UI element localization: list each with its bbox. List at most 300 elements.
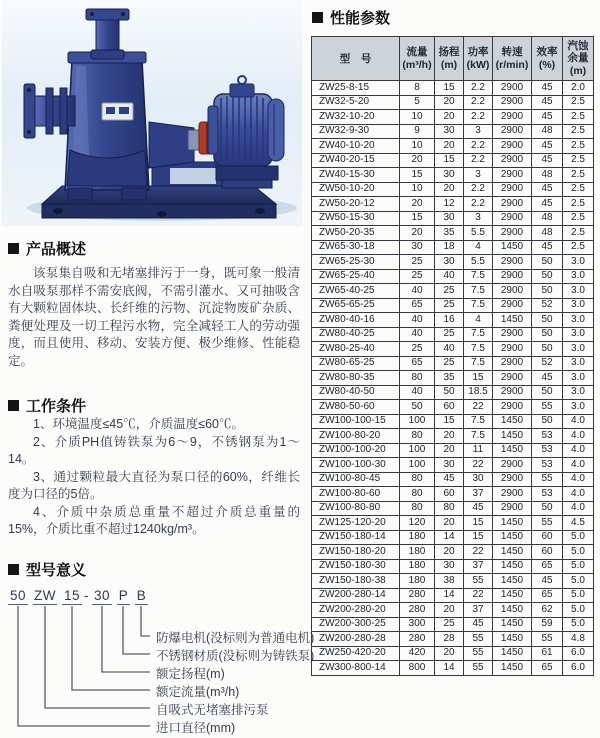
model-cell: ZW80-80-35 bbox=[312, 371, 400, 386]
model-cell: ZW200-280-20 bbox=[312, 603, 400, 618]
table-cell: 48 bbox=[532, 226, 563, 241]
table-cell: 5.0 bbox=[563, 574, 594, 589]
table-cell: 40 bbox=[400, 284, 435, 299]
table-row bbox=[312, 458, 594, 473]
table-cell: 280 bbox=[400, 588, 435, 603]
column-header: 型 号 bbox=[312, 37, 400, 81]
table-cell: 2900 bbox=[493, 182, 532, 197]
table-cell: 37 bbox=[464, 603, 493, 618]
table-cell: 4.0 bbox=[563, 443, 594, 458]
table-cell: 25 bbox=[400, 342, 435, 357]
table-cell: 2900 bbox=[493, 284, 532, 299]
model-meaning-label: 不锈钢材质(没标则为铸铁泵) bbox=[156, 648, 315, 663]
table-cell: 4.0 bbox=[563, 414, 594, 429]
table-cell: 14 bbox=[435, 530, 464, 545]
table-cell: 2.5 bbox=[563, 240, 594, 255]
table-cell: 2.5 bbox=[563, 95, 594, 110]
table-cell: 48 bbox=[532, 211, 563, 226]
table-cell: 20 bbox=[400, 226, 435, 241]
table-cell: 80 bbox=[400, 487, 435, 502]
table-cell: 35 bbox=[435, 226, 464, 241]
table-cell: 12 bbox=[435, 197, 464, 212]
table-cell: 2900 bbox=[493, 197, 532, 212]
table-row bbox=[312, 226, 594, 241]
table-cell: 5.0 bbox=[563, 603, 594, 618]
table-cell: 280 bbox=[400, 603, 435, 618]
table-cell: 45 bbox=[532, 81, 563, 96]
table-cell: 62 bbox=[532, 603, 563, 618]
table-cell: 30 bbox=[435, 168, 464, 183]
table-cell: 2.5 bbox=[563, 139, 594, 154]
table-cell: 180 bbox=[400, 530, 435, 545]
performance-table-body bbox=[312, 81, 594, 676]
model-cell: ZW300-800-14 bbox=[312, 661, 400, 676]
table-cell: 40 bbox=[400, 385, 435, 400]
table-cell: 25 bbox=[400, 255, 435, 270]
table-cell: 65 bbox=[532, 588, 563, 603]
table-cell: 1450 bbox=[493, 313, 532, 328]
table-cell: 25 bbox=[435, 617, 464, 632]
table-cell: 2900 bbox=[493, 487, 532, 502]
model-meaning-label: 防爆电机(没标则为普通电机) bbox=[156, 630, 315, 645]
table-cell: 1450 bbox=[493, 646, 532, 661]
model-meaning-title: 型号意义 bbox=[26, 561, 87, 579]
table-cell: 15 bbox=[464, 371, 493, 386]
model-code-token: P bbox=[118, 587, 129, 603]
table-cell: 50 bbox=[435, 385, 464, 400]
condition-item: 2、介质PH值铸铁泵为6～9，不锈钢泵为1～14。 bbox=[8, 434, 300, 466]
table-cell: 2900 bbox=[493, 400, 532, 415]
table-cell: 53 bbox=[532, 458, 563, 473]
table-cell: 60 bbox=[435, 400, 464, 415]
table-cell: 55 bbox=[532, 516, 563, 531]
table-cell: 25 bbox=[435, 356, 464, 371]
model-cell: ZW25-8-15 bbox=[312, 81, 400, 96]
table-cell: 20 bbox=[400, 153, 435, 168]
table-cell: 7.5 bbox=[464, 298, 493, 313]
table-cell: 800 bbox=[400, 661, 435, 676]
table-cell: 2.2 bbox=[464, 139, 493, 154]
section-title-overview bbox=[8, 238, 306, 259]
table-cell: 55 bbox=[464, 574, 493, 589]
table-cell: 2.2 bbox=[464, 110, 493, 125]
table-cell: 45 bbox=[532, 139, 563, 154]
table-cell: 1450 bbox=[493, 429, 532, 444]
table-cell: 52 bbox=[532, 298, 563, 313]
table-cell: 2.5 bbox=[563, 153, 594, 168]
table-cell: 2.2 bbox=[464, 81, 493, 96]
table-cell: 22 bbox=[464, 400, 493, 415]
column-header: 功率 (kW) bbox=[464, 37, 493, 81]
table-cell: 4.0 bbox=[563, 472, 594, 487]
table-cell: 25 bbox=[400, 269, 435, 284]
table-cell: 22 bbox=[464, 588, 493, 603]
table-cell: 55 bbox=[532, 632, 563, 647]
table-cell: 65 bbox=[400, 298, 435, 313]
table-cell: 30 bbox=[464, 472, 493, 487]
table-cell: 2900 bbox=[493, 356, 532, 371]
table-row bbox=[312, 211, 594, 226]
table-cell: 59 bbox=[532, 617, 563, 632]
table-cell: 180 bbox=[400, 574, 435, 589]
table-cell: 2.0 bbox=[563, 81, 594, 96]
table-cell: 15 bbox=[435, 153, 464, 168]
table-cell: 65 bbox=[532, 559, 563, 574]
table-cell: 2.5 bbox=[563, 124, 594, 139]
table-cell: 45 bbox=[532, 240, 563, 255]
table-row bbox=[312, 472, 594, 487]
table-cell: 10 bbox=[400, 110, 435, 125]
table-cell: 45 bbox=[532, 182, 563, 197]
table-cell: 2.2 bbox=[464, 182, 493, 197]
section-title-conditions bbox=[8, 395, 306, 416]
model-cell: ZW80-40-50 bbox=[312, 385, 400, 400]
table-cell: 9 bbox=[400, 124, 435, 139]
table-cell: 30 bbox=[435, 255, 464, 270]
model-meaning-label: 额定扬程(m) bbox=[156, 666, 225, 681]
table-cell: 7.5 bbox=[464, 327, 493, 342]
model-cell: ZW40-20-15 bbox=[312, 153, 400, 168]
table-cell: 80 bbox=[400, 501, 435, 516]
table-cell: 7.5 bbox=[464, 414, 493, 429]
table-cell: 2900 bbox=[493, 139, 532, 154]
table-cell: 20 bbox=[435, 603, 464, 618]
table-cell: 4 bbox=[464, 313, 493, 328]
table-cell: 100 bbox=[400, 458, 435, 473]
table-cell: 37 bbox=[464, 487, 493, 502]
table-cell: 2900 bbox=[493, 342, 532, 357]
table-row bbox=[312, 429, 594, 444]
table-cell: 45 bbox=[532, 153, 563, 168]
table-cell: 45 bbox=[464, 617, 493, 632]
table-cell: 20 bbox=[435, 443, 464, 458]
table-cell: 5.0 bbox=[563, 530, 594, 545]
table-cell: 2.2 bbox=[464, 197, 493, 212]
table-cell: 2.5 bbox=[563, 168, 594, 183]
table-cell: 2900 bbox=[493, 226, 532, 241]
table-cell: 50 bbox=[532, 269, 563, 284]
table-row bbox=[312, 385, 594, 400]
table-row bbox=[312, 110, 594, 125]
table-cell: 2.5 bbox=[563, 211, 594, 226]
table-cell: 2900 bbox=[493, 298, 532, 313]
table-cell: 45 bbox=[435, 472, 464, 487]
model-code-token: 50 bbox=[9, 587, 27, 603]
table-cell: 15 bbox=[435, 81, 464, 96]
model-cell: ZW80-50-60 bbox=[312, 400, 400, 415]
table-cell: 1450 bbox=[493, 559, 532, 574]
table-cell: 50 bbox=[532, 313, 563, 328]
table-cell: 20 bbox=[435, 429, 464, 444]
table-cell: 53 bbox=[532, 487, 563, 502]
table-cell: 4.0 bbox=[563, 429, 594, 444]
table-row bbox=[312, 182, 594, 197]
table-cell: 3.0 bbox=[563, 255, 594, 270]
table-row bbox=[312, 516, 594, 531]
table-cell: 3.0 bbox=[563, 356, 594, 371]
model-cell: ZW100-80-80 bbox=[312, 501, 400, 516]
overview-title: 产品概述 bbox=[26, 241, 87, 258]
performance-title: 性能参数 bbox=[330, 10, 391, 27]
model-cell: ZW32-5-20 bbox=[312, 95, 400, 110]
table-row bbox=[312, 342, 594, 357]
table-cell: 60 bbox=[532, 530, 563, 545]
table-cell: 55 bbox=[464, 632, 493, 647]
table-cell: 1450 bbox=[493, 632, 532, 647]
table-cell: 11 bbox=[464, 443, 493, 458]
condition-item: 3、通过颗粒最大直径为泵口径的60%，纤维长度为口径的5倍。 bbox=[8, 469, 300, 501]
table-row bbox=[312, 95, 594, 110]
table-row bbox=[312, 443, 594, 458]
table-cell: 20 bbox=[435, 646, 464, 661]
table-cell: 10 bbox=[400, 139, 435, 154]
model-cell: ZW125-120-20 bbox=[312, 516, 400, 531]
model-meaning-label: 额定流量(m³/h) bbox=[156, 684, 240, 699]
model-cell: ZW100-100-20 bbox=[312, 443, 400, 458]
model-code-token: B bbox=[136, 587, 147, 603]
table-row bbox=[312, 646, 594, 661]
table-cell: 2900 bbox=[493, 110, 532, 125]
model-meaning-label: 进口直径(mm) bbox=[156, 720, 236, 735]
table-cell: 1450 bbox=[493, 443, 532, 458]
model-cell: ZW65-30-18 bbox=[312, 240, 400, 255]
table-cell: 61 bbox=[532, 646, 563, 661]
table-cell: 2900 bbox=[493, 95, 532, 110]
table-cell: 20 bbox=[435, 516, 464, 531]
table-cell: 18 bbox=[435, 240, 464, 255]
table-cell: 1450 bbox=[493, 516, 532, 531]
condition-item: 4、介质中杂质总重量不超过介质总重量的15%，介质比重不超过1240kg/m³。 bbox=[8, 504, 300, 536]
table-cell: 80 bbox=[435, 501, 464, 516]
model-cell: ZW100-80-20 bbox=[312, 429, 400, 444]
table-cell: 45 bbox=[532, 110, 563, 125]
table-cell: 2.5 bbox=[563, 182, 594, 197]
table-row bbox=[312, 327, 594, 342]
table-row bbox=[312, 269, 594, 284]
table-row bbox=[312, 661, 594, 676]
table-cell: 40 bbox=[400, 327, 435, 342]
model-code-token: ZW bbox=[34, 587, 56, 603]
table-cell: 6.0 bbox=[563, 646, 594, 661]
table-cell: 48 bbox=[532, 168, 563, 183]
table-cell: 3 bbox=[464, 168, 493, 183]
table-cell: 3.0 bbox=[563, 371, 594, 386]
table-cell: 2900 bbox=[493, 385, 532, 400]
table-row bbox=[312, 240, 594, 255]
model-cell: ZW65-25-40 bbox=[312, 269, 400, 284]
table-row bbox=[312, 574, 594, 589]
table-cell: 45 bbox=[532, 197, 563, 212]
table-cell: 3.0 bbox=[563, 284, 594, 299]
section-title-performance bbox=[312, 7, 600, 28]
table-cell: 6.0 bbox=[563, 661, 594, 676]
table-cell: 2900 bbox=[493, 211, 532, 226]
model-cell: ZW250-420-20 bbox=[312, 646, 400, 661]
table-cell: 7.5 bbox=[464, 342, 493, 357]
table-cell: 2900 bbox=[493, 327, 532, 342]
model-cell: ZW150-180-14 bbox=[312, 530, 400, 545]
table-cell: 1450 bbox=[493, 545, 532, 560]
table-cell: 20 bbox=[435, 545, 464, 560]
table-cell: 20 bbox=[435, 139, 464, 154]
overview-paragraph: 该泵集自吸和无堵塞排污于一身，既可象一般清水自吸泵那样不需安底阀，不需引灌水、又可抽吸含有大颗粒固体块、长纤维的污物、沉淀物废矿杂质、粪便处理及一切工程污水物，完全减轻工人的劳动强度，而且使用、移动、安装方便、极少维修、性能稳定。 bbox=[8, 266, 300, 368]
model-cell: ZW150-180-38 bbox=[312, 574, 400, 589]
table-cell: 2900 bbox=[493, 458, 532, 473]
model-cell: ZW50-20-35 bbox=[312, 226, 400, 241]
model-cell: ZW80-40-25 bbox=[312, 327, 400, 342]
table-row bbox=[312, 139, 594, 154]
table-cell: 3.0 bbox=[563, 298, 594, 313]
model-meaning-label: 自吸式无堵塞排污泵 bbox=[156, 702, 269, 717]
table-cell: 50 bbox=[400, 400, 435, 415]
table-cell: 30 bbox=[435, 211, 464, 226]
table-cell: 1450 bbox=[493, 574, 532, 589]
table-row bbox=[312, 588, 594, 603]
table-cell: 22 bbox=[464, 545, 493, 560]
table-cell: 180 bbox=[400, 545, 435, 560]
table-cell: 37 bbox=[464, 559, 493, 574]
model-cell: ZW200-280-28 bbox=[312, 632, 400, 647]
table-cell: 53 bbox=[532, 443, 563, 458]
table-cell: 2.2 bbox=[464, 95, 493, 110]
table-cell: 5.0 bbox=[563, 617, 594, 632]
table-cell: 55 bbox=[464, 661, 493, 676]
column-header: 转速 (r/min) bbox=[493, 37, 532, 81]
table-cell: 3 bbox=[464, 124, 493, 139]
table-cell: 2900 bbox=[493, 153, 532, 168]
square-bullet-icon bbox=[312, 12, 323, 23]
table-cell: 80 bbox=[400, 472, 435, 487]
table-row bbox=[312, 545, 594, 560]
table-cell: 15 bbox=[400, 168, 435, 183]
table-cell: 4.0 bbox=[563, 487, 594, 502]
table-cell: 28 bbox=[435, 632, 464, 647]
table-cell: 45 bbox=[532, 95, 563, 110]
model-code-separator: - bbox=[84, 587, 89, 603]
table-row bbox=[312, 124, 594, 139]
table-cell: 55 bbox=[532, 472, 563, 487]
table-cell: 80 bbox=[400, 429, 435, 444]
model-cell: ZW200-300-25 bbox=[312, 617, 400, 632]
model-cell: ZW100-80-45 bbox=[312, 472, 400, 487]
table-cell: 4.0 bbox=[563, 501, 594, 516]
table-cell: 53 bbox=[532, 429, 563, 444]
table-cell: 50 bbox=[532, 414, 563, 429]
table-cell: 50 bbox=[532, 342, 563, 357]
conditions-title: 工作条件 bbox=[26, 398, 87, 415]
table-cell: 5 bbox=[400, 95, 435, 110]
table-cell: 40 bbox=[435, 342, 464, 357]
model-cell: ZW50-20-12 bbox=[312, 197, 400, 212]
table-cell: 1450 bbox=[493, 530, 532, 545]
table-cell: 60 bbox=[532, 545, 563, 560]
model-cell: ZW80-25-40 bbox=[312, 342, 400, 357]
model-cell: ZW40-10-20 bbox=[312, 139, 400, 154]
table-cell: 4 bbox=[464, 240, 493, 255]
table-row bbox=[312, 298, 594, 313]
table-row bbox=[312, 371, 594, 386]
table-cell: 5.5 bbox=[464, 226, 493, 241]
table-cell: 3.0 bbox=[563, 313, 594, 328]
table-cell: 40 bbox=[400, 313, 435, 328]
table-cell: 2900 bbox=[493, 501, 532, 516]
model-cell: ZW65-65-25 bbox=[312, 298, 400, 313]
table-cell: 7.5 bbox=[464, 356, 493, 371]
table-cell: 2900 bbox=[493, 371, 532, 386]
table-cell: 7.5 bbox=[464, 269, 493, 284]
table-cell: 20 bbox=[400, 197, 435, 212]
model-code-diagram bbox=[0, 587, 315, 738]
table-cell: 20 bbox=[435, 182, 464, 197]
table-cell: 280 bbox=[400, 632, 435, 647]
table-cell: 5.0 bbox=[563, 588, 594, 603]
table-cell: 15 bbox=[464, 516, 493, 531]
square-bullet-icon bbox=[8, 243, 19, 254]
table-cell: 20 bbox=[435, 110, 464, 125]
table-cell: 30 bbox=[400, 240, 435, 255]
table-cell: 45 bbox=[464, 501, 493, 516]
table-cell: 60 bbox=[435, 487, 464, 502]
table-cell: 25 bbox=[435, 327, 464, 342]
square-bullet-icon bbox=[8, 400, 19, 411]
table-cell: 3.0 bbox=[563, 342, 594, 357]
column-header: 汽蚀余量 (m) bbox=[563, 37, 594, 81]
table-cell: 300 bbox=[400, 617, 435, 632]
column-header: 效率 (%) bbox=[532, 37, 563, 81]
table-row bbox=[312, 617, 594, 632]
performance-table-head bbox=[312, 37, 594, 81]
table-cell: 50 bbox=[532, 284, 563, 299]
table-row bbox=[312, 530, 594, 545]
table-cell: 2.5 bbox=[563, 226, 594, 241]
table-cell: 2900 bbox=[493, 168, 532, 183]
table-cell: 5.0 bbox=[563, 559, 594, 574]
table-cell: 52 bbox=[532, 356, 563, 371]
table-cell: 30 bbox=[435, 124, 464, 139]
table-cell: 100 bbox=[400, 443, 435, 458]
table-cell: 2.5 bbox=[563, 110, 594, 125]
model-cell: ZW50-10-20 bbox=[312, 182, 400, 197]
table-cell: 25 bbox=[435, 298, 464, 313]
table-cell: 2900 bbox=[493, 255, 532, 270]
table-row bbox=[312, 632, 594, 647]
table-row bbox=[312, 313, 594, 328]
model-cell: ZW65-40-25 bbox=[312, 284, 400, 299]
table-row bbox=[312, 197, 594, 212]
model-cell: ZW150-180-30 bbox=[312, 559, 400, 574]
table-cell: 2.5 bbox=[563, 197, 594, 212]
table-cell: 16 bbox=[435, 313, 464, 328]
table-cell: 7.5 bbox=[464, 284, 493, 299]
table-cell: 35 bbox=[435, 371, 464, 386]
table-cell: 40 bbox=[435, 269, 464, 284]
table-cell: 30 bbox=[435, 559, 464, 574]
table-row bbox=[312, 153, 594, 168]
model-code-token: 15 bbox=[63, 587, 81, 603]
model-cell: ZW80-40-16 bbox=[312, 313, 400, 328]
table-cell: 8 bbox=[400, 81, 435, 96]
table-cell: 30 bbox=[435, 458, 464, 473]
table-row bbox=[312, 414, 594, 429]
table-row bbox=[312, 400, 594, 415]
table-row bbox=[312, 501, 594, 516]
table-cell: 2900 bbox=[493, 124, 532, 139]
table-cell: 1450 bbox=[493, 588, 532, 603]
model-cell: ZW32-10-20 bbox=[312, 110, 400, 125]
table-cell: 2900 bbox=[493, 269, 532, 284]
table-cell: 22 bbox=[464, 458, 493, 473]
model-cell: ZW32-9-30 bbox=[312, 124, 400, 139]
